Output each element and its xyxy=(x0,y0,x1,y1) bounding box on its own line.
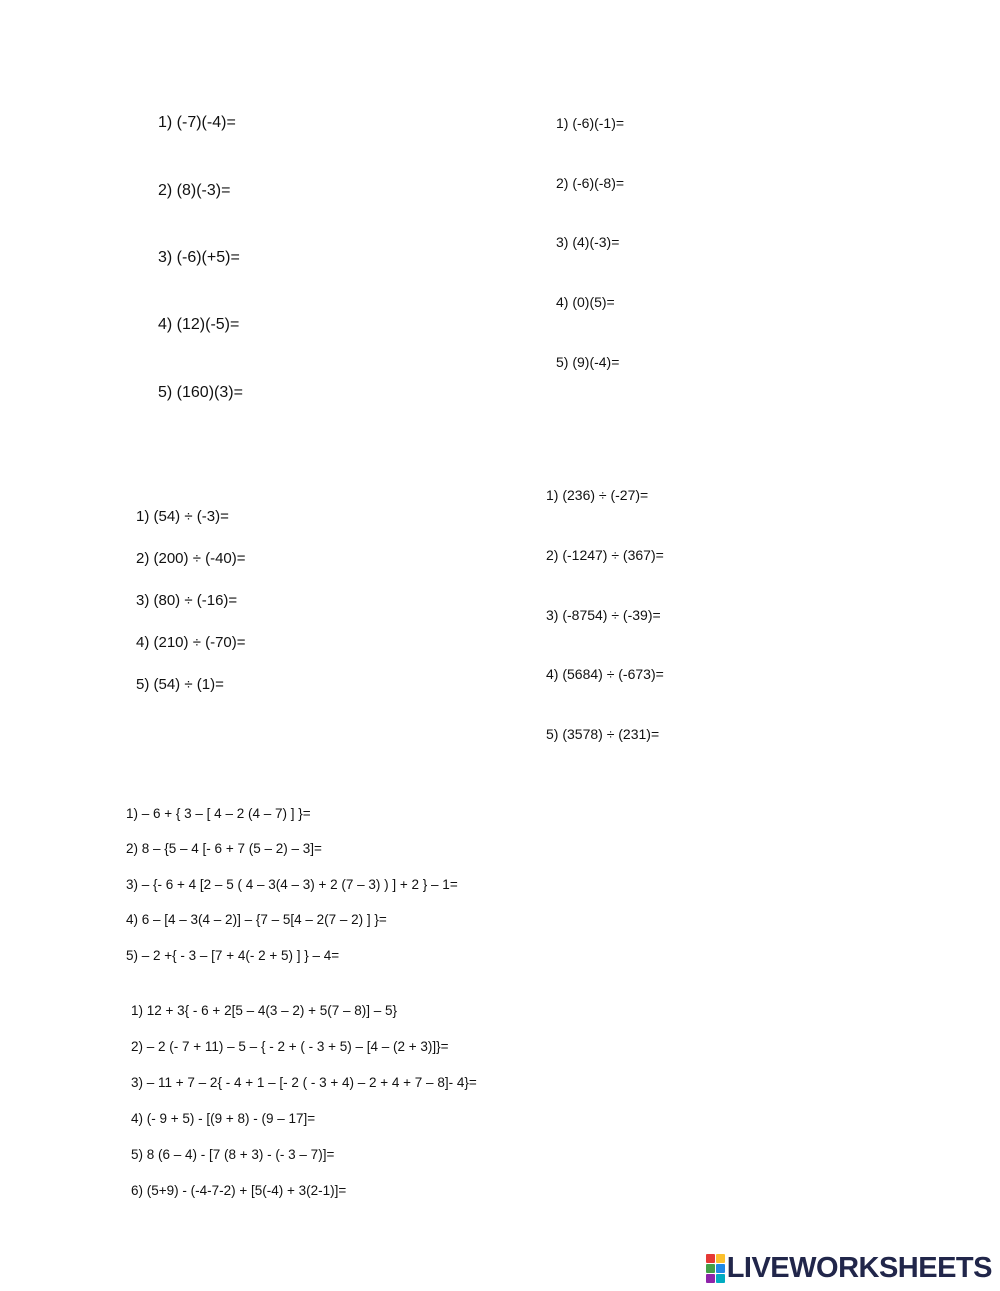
exercise-item: 3) (-8754) ÷ (-39)= xyxy=(546,607,661,623)
liveworksheets-branding xyxy=(706,1254,992,1283)
exercise-item: 5) (54) ÷ (1)= xyxy=(136,676,224,693)
exercise-item: 5) – 2 +{ - 3 – [7 + 4(- 2 + 5) ] } – 4= xyxy=(126,948,340,963)
exercise-item: 3) (-6)(+5)= xyxy=(158,249,240,266)
exercise-item: 5) (3578) ÷ (231)= xyxy=(546,726,660,742)
exercise-item: 3) – 11 + 7 – 2{ - 4 + 1 – [- 2 ( - 3 + 4) – 2 + 4 + 7 – 8]- 4}= xyxy=(131,1075,477,1090)
exercise-item: 6) (5+9) - (-4-7-2) + [5(-4) + 3(2-1)]= xyxy=(131,1183,347,1198)
exercise-item: 2) (8)(-3)= xyxy=(158,182,231,199)
exercise-item: 1) – 6 + { 3 – [ 4 – 2 (4 – 7) ] }= xyxy=(126,806,311,821)
exercise-item: 4) (- 9 + 5) - [(9 + 8) - (9 – 17]= xyxy=(131,1111,316,1126)
liveworksheets-logo-icon xyxy=(706,1254,725,1283)
exercise-item: 1) (-6)(-1)= xyxy=(556,115,625,131)
exercise-item: 3) – {- 6 + 4 [2 – 5 ( 4 – 3(4 – 3) + 2 (7 – 3) ) ] + 2 } – 1= xyxy=(126,877,458,892)
exercise-item: 4) (210) ÷ (-70)= xyxy=(136,634,246,651)
exercise-item: 1) 12 + 3{ - 6 + 2[5 – 4(3 – 2) + 5(7 – 8)] – 5} xyxy=(131,1003,398,1018)
exercise-item: 1) (236) ÷ (-27)= xyxy=(546,487,649,503)
liveworksheets-wordmark: LIVEWORKSHEETS xyxy=(726,1252,992,1284)
exercise-item: 4) (12)(-5)= xyxy=(158,316,240,333)
exercise-item: 4) (0)(5)= xyxy=(556,294,615,310)
exercise-item: 1) (54) ÷ (-3)= xyxy=(136,508,229,525)
exercise-item: 5) 8 (6 – 4) - [7 (8 + 3) - (- 3 – 7)]= xyxy=(131,1147,335,1162)
exercise-item: 2) (-1247) ÷ (367)= xyxy=(546,547,664,563)
exercise-item: 1) (-7)(-4)= xyxy=(158,114,236,131)
exercise-item: 2) (200) ÷ (-40)= xyxy=(136,550,246,567)
exercise-item: 3) (4)(-3)= xyxy=(556,234,620,250)
exercise-item: 2) (-6)(-8)= xyxy=(556,175,625,191)
exercise-item: 4) (5684) ÷ (-673)= xyxy=(546,666,664,682)
exercise-item: 2) – 2 (- 7 + 11) – 5 – { - 2 + ( - 3 + 5) – [4 – (2 + 3)]}= xyxy=(131,1039,449,1054)
exercise-item: 5) (9)(-4)= xyxy=(556,354,620,370)
exercise-item: 3) (80) ÷ (-16)= xyxy=(136,592,238,609)
exercise-item: 5) (160)(3)= xyxy=(158,384,243,401)
exercise-item: 4) 6 – [4 – 3(4 – 2)] – {7 – 5[4 – 2(7 – 2) ] }= xyxy=(126,912,387,927)
exercise-item: 2) 8 – {5 – 4 [- 6 + 7 (5 – 2) – 3]= xyxy=(126,841,322,856)
